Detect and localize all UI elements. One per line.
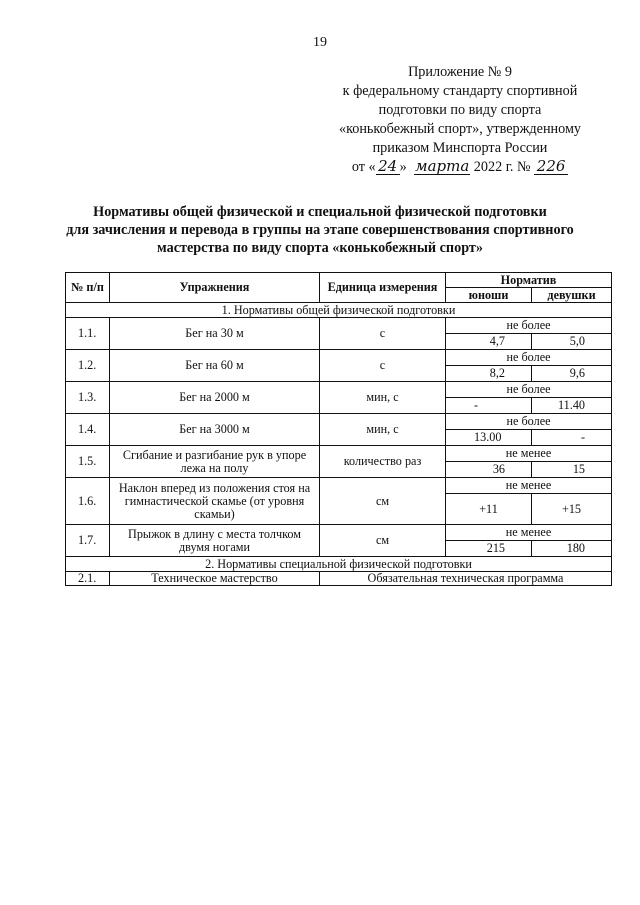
header-exercise: Упражнения — [110, 273, 320, 303]
row-exercise: Бег на 3000 м — [110, 414, 320, 446]
row-condition: не более — [446, 414, 612, 430]
header-boys: юноши — [446, 288, 532, 303]
table-row — [66, 478, 612, 494]
row-unit: количество раз — [320, 446, 446, 478]
appendix-title: Приложение № 9 — [408, 64, 512, 80]
row-exercise: Наклон вперед из положения стоя на гимнастической скамье (от уровня скамьи) — [110, 478, 320, 525]
row-requirement: Обязательная техническая программа — [320, 572, 612, 586]
row-unit: с — [320, 318, 446, 350]
row-number: 2.1. — [66, 572, 110, 586]
value-girls: 11.40 — [532, 398, 612, 414]
row-condition: не менее — [446, 446, 612, 462]
row-number: 1.3. — [66, 382, 110, 414]
section-title: 2. Нормативы специальной физической подготовки — [66, 557, 612, 572]
row-number: 1.2. — [66, 350, 110, 382]
value-boys: 13.00 — [446, 430, 532, 446]
section-row — [66, 557, 612, 572]
row-unit: мин, с — [320, 382, 446, 414]
handwritten-month: марта — [415, 157, 470, 175]
value-girls: 180 — [532, 541, 612, 557]
appendix-line: приказом Минспорта России — [372, 140, 548, 156]
section-title: 1. Нормативы общей физической подготовки — [66, 303, 612, 318]
date-mid: » — [399, 159, 407, 175]
value-boys: 215 — [446, 541, 532, 557]
value-girls: 9,6 — [532, 366, 612, 382]
row-number: 1.5. — [66, 446, 110, 478]
page-number: 19 — [313, 35, 327, 50]
appendix-date-line — [310, 158, 610, 177]
norms-table — [65, 272, 612, 586]
value-girls: - — [532, 430, 612, 446]
handwritten-day: 24 — [376, 158, 400, 175]
row-condition: не менее — [446, 525, 612, 541]
date-year: 2022 г. № — [473, 159, 531, 175]
row-number: 1.1. — [66, 318, 110, 350]
date-prefix: от « — [351, 159, 376, 175]
section-row — [66, 303, 612, 318]
title-line: Нормативы общей физической и специальной физической подготовки — [93, 204, 547, 220]
table-row — [66, 414, 612, 430]
row-exercise: Техническое мастерство — [110, 572, 320, 586]
row-exercise: Прыжок в длину с места толчком двумя ногами — [110, 525, 320, 557]
row-number: 1.6. — [66, 478, 110, 525]
value-boys: - — [446, 398, 532, 414]
value-boys: 36 — [446, 462, 532, 478]
table-row — [66, 318, 612, 334]
row-number: 1.7. — [66, 525, 110, 557]
header-unit: Единица измерения — [320, 273, 446, 303]
value-boys: 8,2 — [446, 366, 532, 382]
row-unit: мин, с — [320, 414, 446, 446]
appendix-line: подготовки по виду спорта — [378, 102, 542, 118]
handwritten-order-number: 226 — [534, 158, 568, 175]
value-girls: +15 — [532, 494, 612, 525]
appendix-line: к федеральному стандарту спортивной — [342, 83, 578, 99]
row-condition: не более — [446, 382, 612, 398]
row-unit: см — [320, 478, 446, 525]
table-row — [66, 446, 612, 462]
table-row — [66, 525, 612, 541]
row-exercise: Бег на 2000 м — [110, 382, 320, 414]
table-row — [66, 572, 612, 586]
row-condition: не более — [446, 350, 612, 366]
value-boys: +11 — [446, 494, 532, 525]
header-norm: Норматив — [446, 273, 612, 288]
row-condition: не более — [446, 318, 612, 334]
value-girls: 5,0 — [532, 334, 612, 350]
row-exercise: Бег на 60 м — [110, 350, 320, 382]
row-unit: с — [320, 350, 446, 382]
header-num: № п/п — [66, 273, 110, 303]
value-girls: 15 — [532, 462, 612, 478]
appendix-line: «конькобежный спорт», утвержденному — [338, 121, 582, 137]
row-number: 1.4. — [66, 414, 110, 446]
header-girls: девушки — [532, 288, 612, 303]
table-row — [66, 382, 612, 398]
row-exercise: Сгибание и разгибание рук в упоре лежа на полу — [110, 446, 320, 478]
value-boys: 4,7 — [446, 334, 532, 350]
row-condition: не менее — [446, 478, 612, 494]
title-line: мастерства по виду спорта «конькобежный спорт» — [157, 240, 483, 256]
title-line: для зачисления и перевода в группы на этапе совершенствования спортивного — [66, 222, 574, 238]
appendix-block — [310, 63, 610, 177]
table-row — [66, 350, 612, 366]
document-title — [40, 203, 600, 257]
table-header-row — [66, 273, 612, 288]
row-unit: см — [320, 525, 446, 557]
row-exercise: Бег на 30 м — [110, 318, 320, 350]
